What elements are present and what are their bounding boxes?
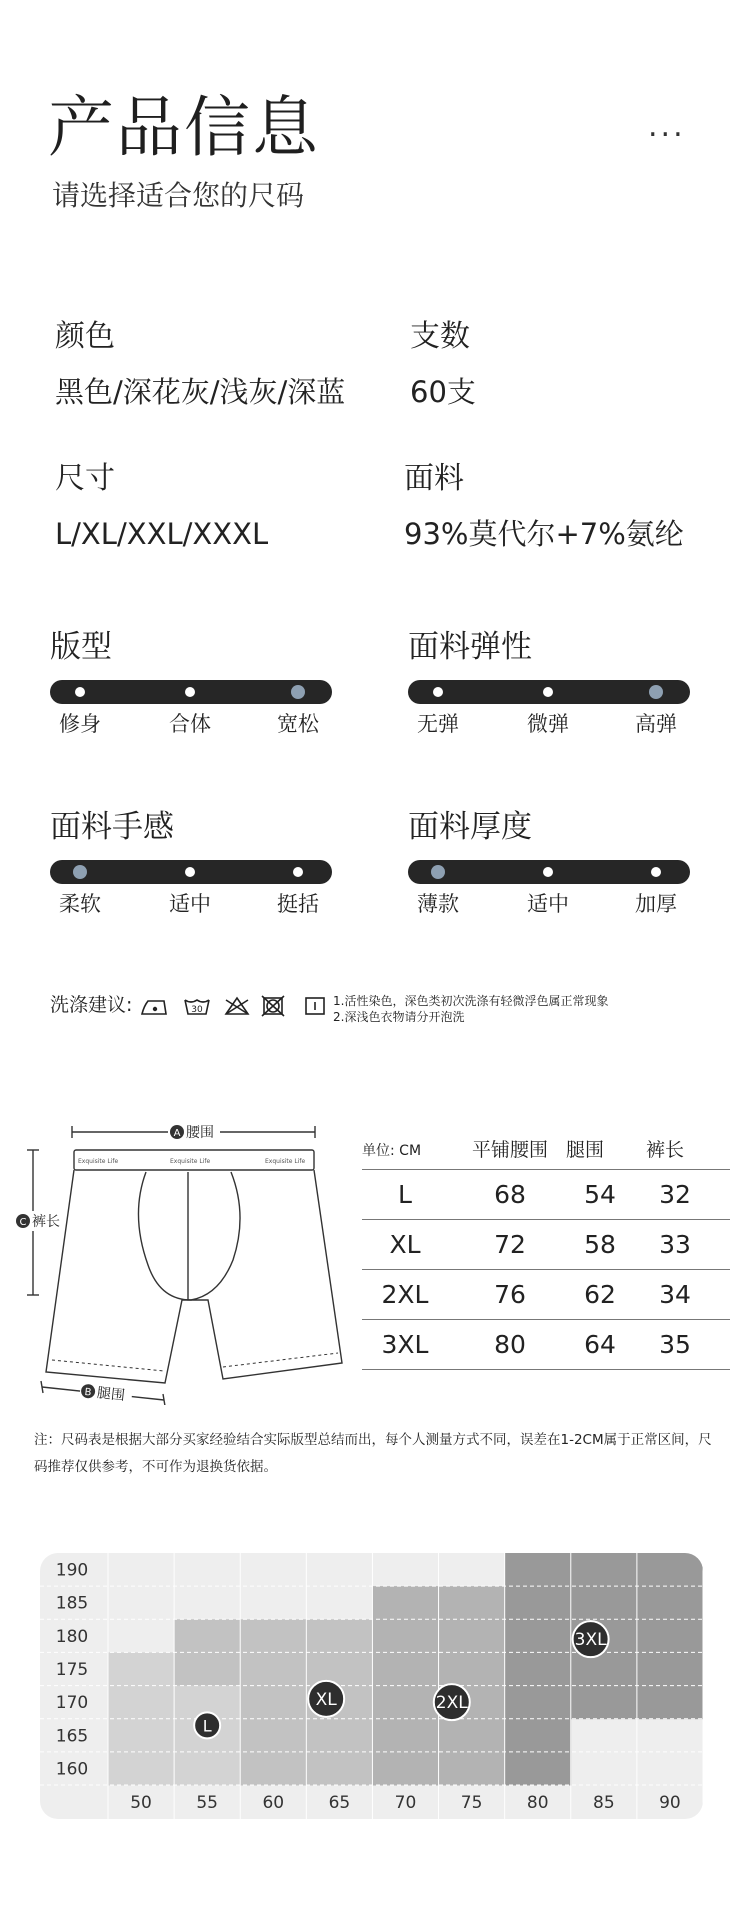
slider-title-3: 面料厚度 [408, 809, 532, 845]
zone-cell-2xl [372, 1652, 439, 1686]
zone-cell-2xl [372, 1686, 439, 1720]
zone-cell-3xl [571, 1652, 638, 1686]
svg-text:B: B [83, 1386, 92, 1399]
zone-cell-3xl [637, 1652, 703, 1686]
table-cell-size: 2XL [381, 1280, 429, 1309]
zone-cell-3xl [637, 1686, 703, 1720]
wash-temp: 30 [191, 1005, 203, 1015]
y-tick-label: 190 [55, 1560, 89, 1581]
zone-cell-3xl [505, 1619, 572, 1653]
zone-cell-xl [306, 1719, 373, 1753]
svg-text:裤长: 裤长 [32, 1214, 60, 1230]
fabric-value: 93%莫代尔+7%氨纶 [404, 517, 684, 551]
slider-dot[interactable] [433, 687, 443, 697]
x-tick-label: 60 [262, 1793, 285, 1813]
no-tumble-dry-icon [262, 996, 284, 1016]
low-iron-icon [142, 1001, 166, 1014]
table-cell-length: 35 [659, 1330, 691, 1359]
x-tick-label: 65 [328, 1793, 351, 1813]
zone-cell-l [174, 1752, 241, 1786]
zone-cell-xl [240, 1619, 307, 1653]
color-value: 黑色/深花灰/浅灰/深蓝 [55, 375, 346, 409]
zone-cell-2xl [439, 1752, 506, 1786]
size-badge-label: XL [315, 1689, 337, 1710]
table-divider [362, 1219, 730, 1220]
zone-cell-3xl [505, 1652, 572, 1686]
table-cell-size: L [398, 1180, 412, 1209]
slider-option-label: 适中 [169, 892, 211, 916]
slider-option-label: 合体 [169, 712, 211, 736]
zone-cell-3xl [505, 1719, 572, 1753]
table-unit: 单位: CM [362, 1143, 422, 1159]
size-badge-label: L [202, 1716, 212, 1736]
slider-option-label: 微弹 [527, 712, 569, 736]
thigh-marker [79, 1380, 133, 1405]
x-tick-label: 70 [394, 1793, 417, 1813]
x-tick-label: 75 [460, 1793, 483, 1813]
slider-option-label: 柔软 [59, 892, 101, 916]
table-cell-thigh: 62 [584, 1280, 616, 1309]
slider-dot[interactable] [651, 867, 661, 877]
zone-cell-xl [240, 1652, 307, 1686]
wash-note-1: 1.活性染色，深色类初次洗涤有轻微浮色属正常现象 [333, 994, 609, 1008]
size-badge-label: 3XL [574, 1630, 607, 1651]
x-tick-label: 80 [526, 1793, 549, 1813]
x-tick-label: 90 [659, 1793, 681, 1813]
zone-cell-xl [174, 1619, 241, 1653]
slider-option-label: 高弹 [635, 712, 677, 736]
more-icon[interactable]: ... [648, 109, 686, 144]
color-label: 颜色 [55, 319, 115, 354]
table-divider [362, 1319, 730, 1320]
zone-cell-3xl [637, 1619, 703, 1653]
slider-option-label: 加厚 [635, 892, 677, 916]
chart-grid [40, 1553, 703, 1819]
zone-cell-3xl [571, 1686, 638, 1720]
slider-option-label: 修身 [59, 712, 101, 736]
table-cell-length: 32 [659, 1180, 691, 1209]
zone-cell-xl [306, 1652, 373, 1686]
table-cell-length: 33 [659, 1230, 691, 1259]
zone-cell-2xl [372, 1619, 439, 1653]
zone-cell-xl [240, 1686, 307, 1720]
table-cell-size: XL [389, 1230, 421, 1259]
slider-dot[interactable] [185, 687, 195, 697]
wash-label: 洗涤建议: [50, 994, 133, 1016]
table-cell-length: 34 [659, 1280, 691, 1309]
size-badge-label: 2XL [435, 1693, 468, 1714]
size-recommendation-chart [40, 1553, 703, 1819]
svg-text:Exquisite Life: Exquisite Life [78, 1158, 119, 1165]
brand-band-text [78, 1158, 305, 1165]
slider-dot[interactable] [543, 687, 553, 697]
waist-marker [168, 1123, 220, 1141]
zone-cell-xl [240, 1752, 307, 1786]
slider-title-1: 面料弹性 [408, 629, 532, 665]
length-marker [16, 1211, 62, 1231]
count-value: 60支 [410, 375, 476, 409]
svg-text:C: C [19, 1217, 27, 1228]
wash-icons [140, 994, 340, 1020]
slider-option-label: 宽松 [277, 712, 319, 736]
x-tick-label: 85 [593, 1793, 615, 1813]
y-tick-label: 160 [55, 1759, 89, 1780]
zone-cell-3xl [637, 1553, 703, 1587]
table-header: 裤长 [645, 1139, 684, 1161]
count-label: 支数 [410, 319, 470, 354]
table-divider [362, 1169, 730, 1170]
slider-dot[interactable] [293, 867, 303, 877]
table-divider [362, 1269, 730, 1270]
slider-dot[interactable] [543, 867, 553, 877]
slider-title-2: 面料手感 [50, 809, 174, 845]
table-header: 平铺腰围 [471, 1139, 548, 1161]
zone-cell-l [108, 1752, 175, 1786]
slider-track-0[interactable] [50, 680, 332, 704]
svg-text:腿围: 腿围 [96, 1385, 126, 1405]
y-tick-label: 165 [55, 1726, 89, 1747]
page-subtitle: 请选择适合您的尺码 [52, 179, 305, 212]
table-cell-waist: 72 [494, 1230, 526, 1259]
slider-title-0: 版型 [50, 629, 112, 665]
slider-dot[interactable] [75, 687, 85, 697]
wash-30-icon [185, 1000, 209, 1015]
slider-selected-dot[interactable] [649, 685, 663, 699]
line-dry-icon [306, 998, 324, 1014]
y-tick-label: 185 [55, 1593, 89, 1614]
svg-text:Exquisite Life: Exquisite Life [170, 1158, 211, 1165]
zone-cell-xl [306, 1752, 373, 1786]
zone-cell-3xl [571, 1586, 638, 1620]
size-note: 注：尺码表是根据大部分买家经验结合实际版型总结而出，每个人测量方式不同，误差在1-2CM属于正常区间，尺码推荐仅供参考，不可作为退换货依据。 [34, 1432, 712, 1475]
slider-option-label: 挺括 [277, 892, 319, 916]
svg-text:Exquisite Life: Exquisite Life [265, 1158, 306, 1165]
y-tick-label: 180 [55, 1626, 89, 1647]
zone-cell-3xl [505, 1686, 572, 1720]
zone-cell-3xl [505, 1586, 572, 1620]
x-tick-label: 50 [130, 1793, 152, 1813]
table-cell-waist: 68 [494, 1180, 526, 1209]
zone-cell-2xl [439, 1586, 506, 1620]
table-cell-thigh: 58 [584, 1230, 616, 1259]
slider-option-label: 无弹 [417, 712, 459, 736]
y-tick-label: 175 [55, 1660, 89, 1680]
zone-cell-xl [306, 1619, 373, 1653]
x-tick-label: 55 [196, 1793, 218, 1813]
wash-note-2: 2.深浅色衣物请分开泡洗 [333, 1010, 465, 1024]
zone-cell-l [108, 1652, 175, 1686]
zone-cell-2xl [439, 1619, 506, 1653]
no-bleach-icon [226, 998, 248, 1014]
slider-track-3[interactable] [408, 860, 690, 884]
table-cell-waist: 80 [494, 1330, 526, 1359]
measurement-diagram [10, 1115, 355, 1405]
slider-selected-dot[interactable] [291, 685, 305, 699]
size-label: 尺寸 [55, 461, 115, 496]
zone-cell-l [108, 1686, 175, 1720]
zone-cell-3xl [571, 1553, 638, 1587]
zone-cell-2xl [372, 1752, 439, 1786]
zone-cell-2xl [439, 1652, 506, 1686]
slider-option-label: 适中 [527, 892, 569, 916]
table-cell-thigh: 64 [584, 1330, 616, 1359]
slider-selected-dot[interactable] [73, 865, 87, 879]
zone-cell-3xl [637, 1586, 703, 1620]
zone-cell-2xl [372, 1719, 439, 1753]
zone-cell-xl [240, 1719, 307, 1753]
y-tick-label: 170 [55, 1693, 89, 1714]
slider-track-2[interactable] [50, 860, 332, 884]
table-divider [362, 1369, 730, 1370]
slider-track-1[interactable] [408, 680, 690, 704]
slider-option-label: 薄款 [417, 892, 459, 916]
svg-text:A: A [173, 1128, 181, 1139]
zone-cell-l [108, 1719, 175, 1753]
page-title: 产品信息 [48, 89, 320, 166]
table-cell-waist: 76 [494, 1280, 526, 1309]
fabric-label: 面料 [404, 461, 464, 496]
slider-selected-dot[interactable] [431, 865, 445, 879]
zone-cell-2xl [372, 1586, 439, 1620]
zone-cell-3xl [505, 1752, 572, 1786]
zone-cell-2xl [439, 1719, 506, 1753]
slider-dot[interactable] [185, 867, 195, 877]
zone-cell-xl [174, 1652, 241, 1686]
table-cell-size: 3XL [381, 1330, 429, 1359]
zone-cell-3xl [505, 1553, 572, 1587]
table-cell-thigh: 54 [584, 1180, 616, 1209]
svg-text:腰围: 腰围 [186, 1125, 214, 1141]
table-header: 腿围 [565, 1139, 604, 1161]
size-value: L/XL/XXL/XXXL [55, 517, 269, 551]
